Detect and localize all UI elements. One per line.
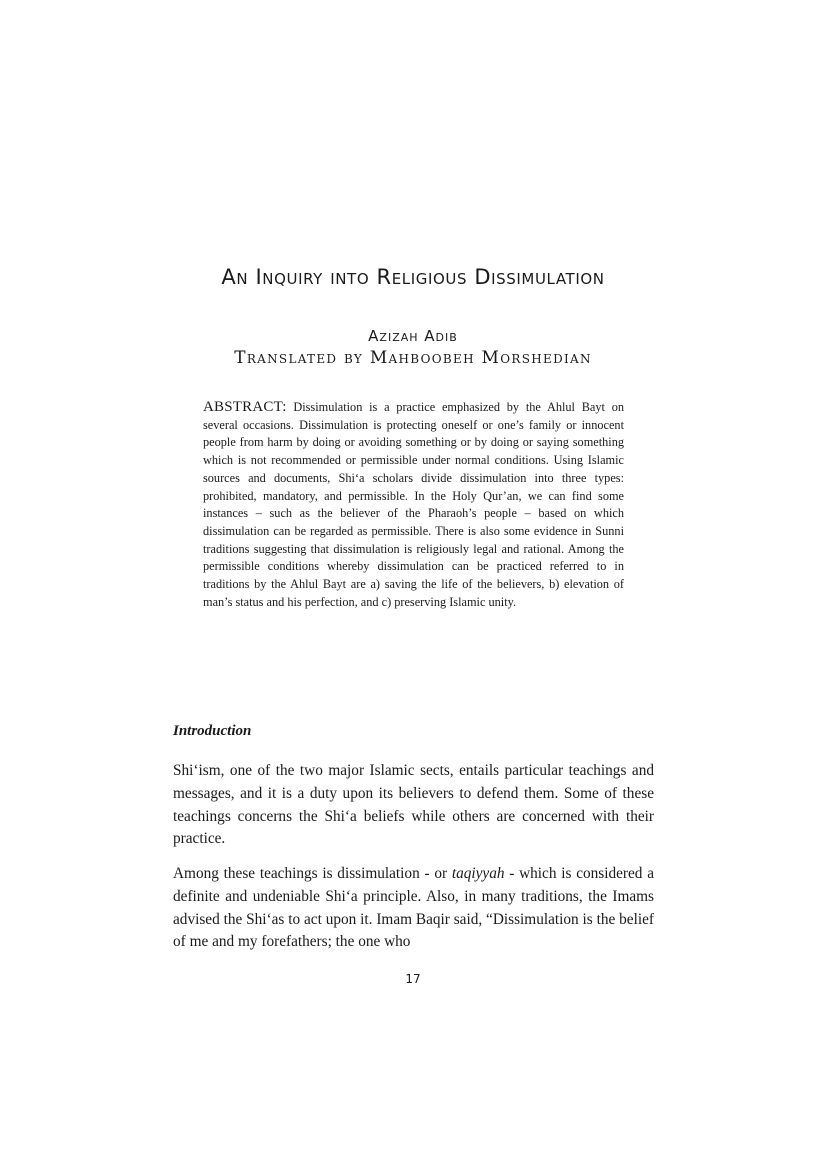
article-title: An Inquiry into Religious Dissimulation [221, 265, 605, 289]
translator-line: Translated by Mahboobeh Morshedian [234, 348, 592, 368]
abstract [203, 399, 624, 611]
paragraph-2-text-before: Among these teachings is dissimulation - or [173, 865, 452, 882]
section-heading-introduction: Introduction [173, 723, 252, 739]
paragraph-2-text-after: - which is considered a definite and undeniable Shi‘a principle. Also, in many traditions, the Imams advised the Shi‘as to act upon it. Imam Baqir said, “Dissimulation is the belief of me and my forefathers; the one who [173, 865, 654, 951]
abstract-text: Dissimulation is a practice emphasized by the Ahlul Bayt on several occasions. Dissimulation is protecting oneself or one’s family or innocent people from harm by doing or avoiding something or by doing or saying something which is not recommended or permissible under normal conditions. Using Islamic sources and documents, Shi‘a scholars divide dissimulation into three types: prohibited, mandatory, and permissible. In the Holy Qur’an, we can find some instances – such as the believer of the Pharaoh’s people – based on which dissimulation can be regarded as permissible. There is also some evidence in Sunni traditions suggesting that dissimulation is religiously legal and rational. Among the permissible conditions whereby dissimulation can be practiced referred to in traditions by the Ahlul Bayt are a) saving the life of the believers, b) elevation of man’s status and his perfection, and c) preserving Islamic unity. [203, 400, 624, 609]
abstract-label: ABSTRACT: [203, 399, 287, 415]
body-paragraph-1: Shi‘ism, one of the two major Islamic sects, entails particular teachings and messages, and it is a duty upon its believers to defend them. Some of these teachings concerns the Shi‘a beliefs while others are concerned with their practice. [173, 762, 654, 848]
author-name: Azizah Adib [368, 327, 458, 345]
taqiyyah-term: taqiyyah [451, 865, 505, 882]
body-paragraph-2 [173, 863, 654, 954]
page-number: 17 [405, 972, 421, 986]
